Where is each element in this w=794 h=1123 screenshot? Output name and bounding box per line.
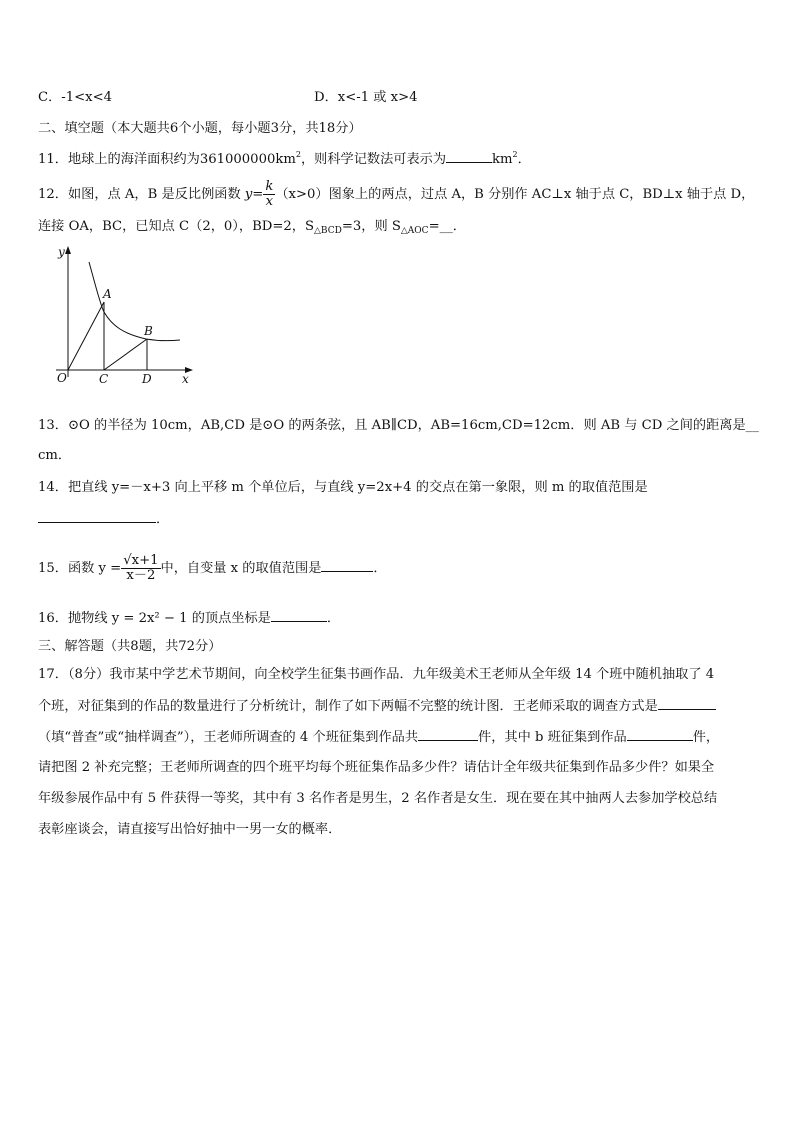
q12-text-c: 连接 OA，BC，已知点 C（2，0），BD=2，S: [38, 219, 315, 234]
q15-fraction: [121, 554, 160, 583]
q16-end: ．: [326, 611, 341, 626]
q17-blank-total[interactable]: [418, 728, 478, 741]
q15-frac-num: √x+1: [123, 553, 159, 568]
label-d: D: [142, 372, 152, 386]
q12-text-d: =3，则 S: [341, 219, 401, 234]
q12-sub-bcd: △BCD: [314, 226, 342, 236]
question-12-line-1: [38, 180, 754, 209]
label-c: C: [99, 372, 109, 386]
question-17-line-1: 17．（8分）我市某中学艺术节期间，向全校学生征集书画作品．九年级美术王老师从全年级 14 个班中随机抽取了 4: [38, 667, 715, 682]
option-c: C．-1<x<4: [38, 90, 113, 105]
q17-line-3-text-b: 件，其中 b 班征集到作品: [478, 730, 627, 745]
question-11: [38, 146, 531, 169]
q12-text-b: （x>0）图象上的两点，过点 A，B 分别作 AC⊥x 轴于点 C，BD⊥x 轴于点 D，: [275, 187, 755, 202]
question-17-line-5: 年级参展作品中有 5 件获得一等奖，其中有 3 名作者是男生，2 名作者是女生．现在要在其中抽两人去参加学校总结: [38, 791, 718, 806]
question-14: 14．把直线 y=－x+3 向上平移 m 个单位后，与直线 y=2x+4 的交点在第一象限，则 m 的取值范围是: [38, 480, 648, 495]
q11-unit: km: [492, 152, 513, 167]
q12-fraction: [263, 180, 275, 209]
q17-line-2-text: 个班，对征集到的作品的数量进行了分析统计，制作了如下两幅不完整的统计图．王老师采取的调查方式是: [38, 699, 658, 714]
question-13-line-2: cm．: [38, 448, 72, 463]
q15-text-a: 15．函数 y =: [38, 561, 122, 576]
q17-line-3-text-c: 件，: [692, 730, 720, 745]
q11-blank[interactable]: [446, 150, 492, 163]
y-axis-arrow: [65, 246, 71, 254]
q12-sub-aoc: △AOC: [400, 226, 429, 236]
label-b: B: [144, 324, 153, 338]
q15-blank[interactable]: [321, 559, 373, 572]
option-d: D．x<-1 或 x>4: [314, 90, 418, 105]
question-13-line-1: 13．⊙O 的半径为 10cm，AB,CD 是⊙O 的两条弦，且 AB∥CD，AB=16cm,CD=12cm．则 AB 与 CD 之间的距离是__: [38, 418, 759, 433]
q14-end: ．: [156, 512, 170, 527]
q16-blank[interactable]: [271, 609, 327, 622]
question-17-line-2: [38, 697, 716, 716]
hyperbola-curve: [89, 262, 180, 341]
q15-text-b: 中，自变量 x 的取值范围是: [160, 561, 322, 576]
q11-end: ．: [517, 152, 531, 167]
q16-text-a: 16．抛物线 y = 2x² − 1 的顶点坐标是: [38, 611, 271, 626]
q15-end: ．: [373, 561, 387, 576]
q14-blank[interactable]: [38, 510, 156, 523]
question-17-line-6: 表彰座谈会，请直接写出恰好抽中一男一女的概率．: [38, 822, 342, 837]
question-14-answer: [38, 510, 169, 529]
q17-blank-b-class[interactable]: [627, 728, 693, 741]
q17-line-3-text-a: （填“普查”或“抽样调查”），王老师所调查的 4 个班征集到作品共: [38, 730, 419, 745]
q11-sup: 2: [295, 150, 301, 159]
label-x: x: [182, 372, 189, 386]
q11-text: 11．地球上的海洋面积约为361000000km: [38, 152, 296, 167]
q11-unit-sup: 2: [512, 150, 518, 159]
q17-blank-method[interactable]: [658, 697, 716, 710]
q12-y: y=: [244, 187, 264, 202]
q12-text-a: 12．如图，点 A，B 是反比例函数: [38, 187, 245, 202]
label-a: A: [103, 287, 112, 301]
question-17-line-3: [38, 728, 719, 747]
segment-oa: [68, 302, 104, 370]
q12-figure: [48, 242, 218, 392]
question-15: [38, 554, 387, 583]
label-o: O: [57, 371, 67, 385]
q12-frac-den: x: [265, 194, 274, 209]
section-3-heading: 三、解答题（共8题，共72分）: [38, 639, 222, 654]
q11-text-b: ，则科学记数法可表示为: [300, 152, 447, 167]
section-2-heading: 二、填空题（本大题共6个小题，每小题3分，共18分）: [38, 121, 362, 136]
q15-frac-den: x－2: [126, 568, 156, 583]
question-17-line-4: 请把图 2 补充完整；王老师所调查的四个班平均每个班征集作品多少件？请估计全年级共征集到作品多少件？如果全: [38, 760, 715, 775]
segment-bc: [104, 339, 147, 370]
q12-text-e: =__．: [428, 219, 466, 234]
question-12-line-2: [38, 218, 466, 240]
q12-frac-num: k: [265, 179, 274, 194]
question-16: [38, 609, 340, 628]
label-y: y: [58, 245, 65, 259]
